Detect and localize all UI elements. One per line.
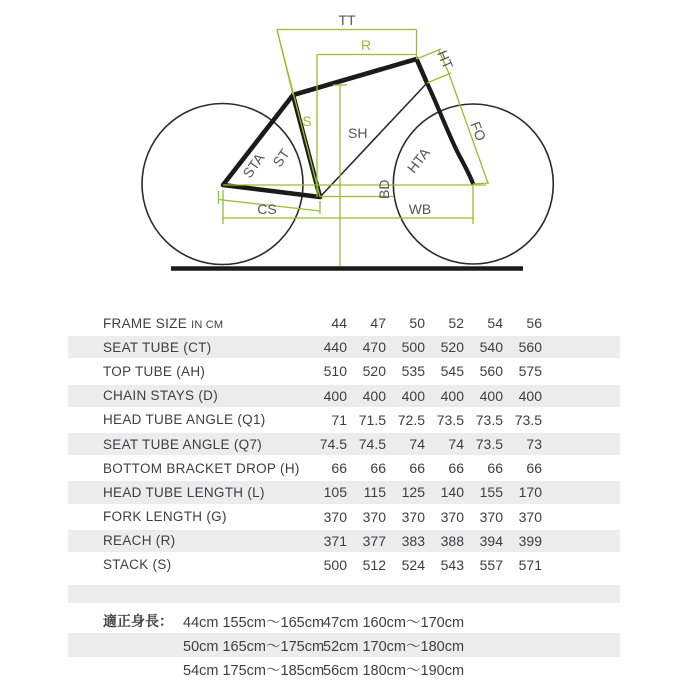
table-row: REACH (R) 371 377 383 388 394 399 — [68, 529, 620, 553]
fit-heading: 適正身長： — [103, 613, 173, 629]
down-tube-line — [320, 83, 427, 197]
table-row: TOP TUBE (AH) 510 520 535 545 560 575 — [103, 363, 542, 380]
size-col: 50 — [409, 315, 425, 332]
label-standover-height: SH — [348, 125, 368, 141]
table-row: FORK LENGTH (G) 370 370 370 370 370 370 — [103, 508, 542, 525]
label-fork-offset: FO — [467, 119, 490, 144]
geometry-table — [68, 311, 620, 577]
fork-blade — [427, 83, 473, 184]
frame-geometry-diagram — [0, 0, 700, 300]
size-col: 47 — [370, 315, 386, 332]
fit-row: 50cm 165cm〜175cm 52cm 170cm〜180cm — [68, 633, 620, 657]
table-row: STACK (S) 500 512 524 543 557 571 — [103, 556, 542, 573]
size-col: 54 — [487, 315, 503, 332]
label-wheelbase: WB — [408, 201, 432, 217]
size-col: 56 — [526, 315, 542, 332]
label-head-tube-angle: HTA — [403, 144, 433, 176]
label-seat-tube-angle: STA — [239, 150, 268, 181]
fit-row: 適正身長： 44cm 155cm〜165cm 47cm 160cm〜170cm — [68, 609, 620, 633]
label-seat-tube: ST — [269, 145, 293, 170]
table-row: HEAD TUBE LENGTH (L) 105 115 125 140 155 170 — [68, 480, 620, 504]
size-col: 44 — [331, 315, 347, 332]
table-row: CHAIN STAYS (D) 400 400 400 400 400 400 — [68, 384, 620, 408]
label-stack: S — [302, 113, 312, 129]
table-row: BOTTOM BRACKET DROP (H) 66 66 66 66 66 66 — [103, 460, 542, 477]
size-col: 52 — [448, 315, 464, 332]
label-bb-drop: BD — [376, 179, 392, 199]
table-row: HEAD TUBE ANGLE (Q1) 71 71.5 72.5 73.5 73.5 73.5 — [103, 411, 542, 428]
label-top-tube: TT — [338, 12, 356, 28]
section-divider — [68, 585, 620, 603]
fit-row: 54cm 175cm〜185cm 56cm 180cm〜190cm — [183, 662, 465, 679]
frame-size-header: FRAME SIZE IN CM — [103, 315, 224, 331]
table-row: SEAT TUBE (CT) 440 470 500 520 540 560 — [68, 335, 620, 359]
table-row: SEAT TUBE ANGLE (Q7) 74.5 74.5 74 74 73.5 73 — [68, 432, 620, 456]
label-reach: R — [360, 37, 372, 53]
fit-section — [68, 585, 620, 681]
label-head-tube: HT — [434, 47, 457, 72]
label-chain-stays: CS — [257, 201, 277, 217]
table-header-row — [68, 311, 620, 335]
